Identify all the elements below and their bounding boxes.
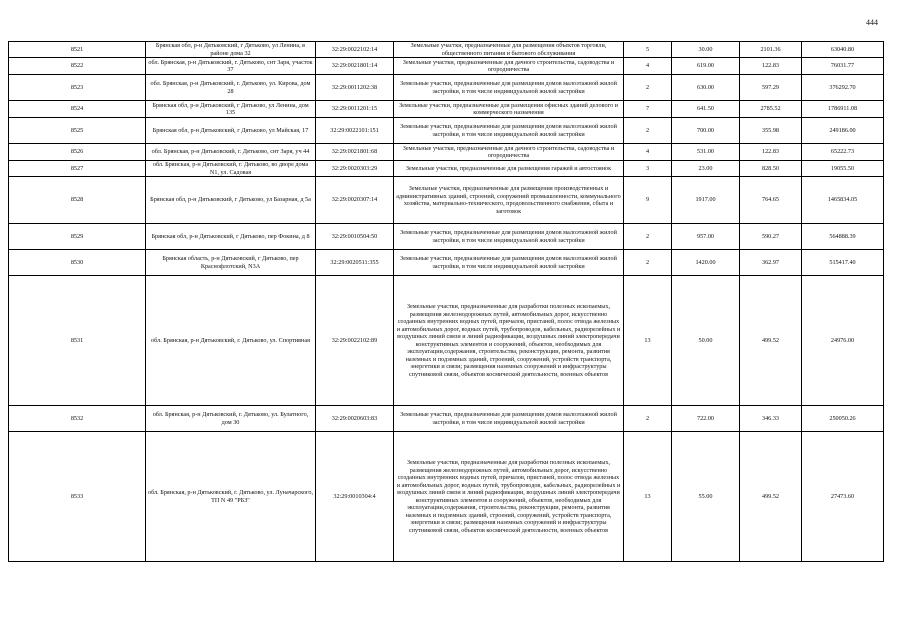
group-cell: 2: [624, 224, 672, 250]
cadastral-value-cell: 19055.50: [802, 161, 884, 177]
cadastral-number-cell: 32:29:0020307:14: [316, 177, 394, 224]
group-cell: 2: [624, 406, 672, 432]
table-row: [9, 144, 884, 161]
rate-cell: 2101.36: [740, 42, 802, 58]
area-cell: 641.50: [672, 101, 740, 118]
cadastral-value-cell: 76031.77: [802, 58, 884, 75]
land-use-cell: Земельные участки, предназначенные для размещения домов малоэтажной жилой застройки, в том числе индивидуальной жилой застройки: [394, 75, 624, 101]
cadastral-value-cell: 27473.60: [802, 432, 884, 562]
rate-cell: 122.83: [740, 144, 802, 161]
cadastral-value-cell: 63040.80: [802, 42, 884, 58]
group-cell: 4: [624, 58, 672, 75]
cadastral-number-cell: 32:29:0021801:14: [316, 58, 394, 75]
group-cell: 2: [624, 118, 672, 144]
row-number: 8527: [9, 161, 146, 177]
cadastral-number-cell: 32:29:0022101:151: [316, 118, 394, 144]
group-cell: 13: [624, 276, 672, 406]
land-use-cell: Земельные участки, предназначенные для разработки полезных ископаемых, размещения железнодорожных путей, автомобильных дорог, искусственно созданных внутренних водных путей, причалов, пристаней, полос отвода железных и автомобильных дорог, водных путей, трубопроводов, кабельных, радиорелейных и воздушных линий связи и линий радиофикации, воздушных линий электропередачи конструктивных элементов и сооружений, объектов, необходимых для эксплуатации,содержания, строительства, реконструкции, ремонта, развития наземных и подземных зданий, строений, сооружений, устройств транспорта, энергетики и связи; размещения наземных сооружений и инфраструктуры спутниковой связи, объектов космической деятельности, военных объектов: [394, 276, 624, 406]
cadastral-number-cell: 32:29:0021801:68: [316, 144, 394, 161]
address-cell: обл. Брянская, р-н Дятьковский, г. Дятьково, ул. Спортивная: [146, 276, 316, 406]
rate-cell: 499.52: [740, 432, 802, 562]
cadastral-number-cell: 32:29:0011202:38: [316, 75, 394, 101]
cadastral-value-cell: 1465834.05: [802, 177, 884, 224]
land-use-cell: Земельные участки, предназначенные для разработки полезных ископаемых, размещения железнодорожных путей, автомобильных дорог, искусственно созданных внутренних водных путей, причалов, пристаней, полос отвода железных и автомобильных дорог, водных путей, трубопроводов, кабельных, радиорелейных и воздушных линий связи и линий радиофикации, воздушных линий электропередачи конструктивных элементов и сооружений, объектов, необходимых для эксплуатации,содержания, строительства, реконструкции, ремонта, развития наземных и подземных зданий, строений, сооружений, устройств транспорта, энергетики и связи; размещения наземных сооружений и инфраструктуры спутниковой связи, объектов космической деятельности, военных объектов: [394, 432, 624, 562]
land-use-cell: Земельные участки, предназначенные для размещения домов малоэтажной жилой застройки, в том числе индивидуальной жилой застройки: [394, 224, 624, 250]
page-number: 444: [866, 18, 878, 27]
area-cell: 55.00: [672, 432, 740, 562]
area-cell: 957.00: [672, 224, 740, 250]
area-cell: 630.00: [672, 75, 740, 101]
area-cell: 619.00: [672, 58, 740, 75]
land-use-cell: Земельные участки, предназначенные для размещения домов малоэтажной жилой застройки, в том числе индивидуальной жилой застройки: [394, 250, 624, 276]
land-use-cell: Земельные участки, предназначенные для дачного строительства, садоводства и огородничества: [394, 144, 624, 161]
table-row: [9, 75, 884, 101]
table-row: [9, 58, 884, 75]
cadastral-number-cell: 32:29:0020511:355: [316, 250, 394, 276]
row-number: 8532: [9, 406, 146, 432]
rate-cell: 346.33: [740, 406, 802, 432]
cadastral-number-cell: 32:29:0011201:15: [316, 101, 394, 118]
address-cell: Брянская обл, р-н Дятьковский, г Дятьково, ул Базарная, д 5а: [146, 177, 316, 224]
table-row: [9, 101, 884, 118]
rate-cell: 2785.52: [740, 101, 802, 118]
group-cell: 7: [624, 101, 672, 118]
land-use-cell: Земельные участки, предназначенные для размещения объектов торговли, общественного питания и бытового обслуживания: [394, 42, 624, 58]
group-cell: 3: [624, 161, 672, 177]
cadastral-number-cell: 32:29:0022102:89: [316, 276, 394, 406]
cadastral-value-cell: 376292.70: [802, 75, 884, 101]
table-row: [9, 118, 884, 144]
area-cell: 50.00: [672, 276, 740, 406]
row-number: 8524: [9, 101, 146, 118]
land-use-cell: Земельные участки, предназначенные для размещения домов малоэтажной жилой застройки, в том числе индивидуальной жилой застройки: [394, 406, 624, 432]
group-cell: 4: [624, 144, 672, 161]
address-cell: Брянская обл, р-н Дятьковский, г Дятьково, ул Майская, 17: [146, 118, 316, 144]
area-cell: 23.00: [672, 161, 740, 177]
address-cell: обл. Брянская, р-н Дятьковский, г. Дятьково, во дворе дома N1, ул. Садовая: [146, 161, 316, 177]
rate-cell: 362.97: [740, 250, 802, 276]
row-number: 8521: [9, 42, 146, 58]
cadastral-value-cell: 515417.40: [802, 250, 884, 276]
address-cell: обл. Брянская, р-н Дятьковский, г. Дятьково, снт Заря, участок 37: [146, 58, 316, 75]
rate-cell: 355.98: [740, 118, 802, 144]
area-cell: 1420.00: [672, 250, 740, 276]
address-cell: Брянская обл, р-н Дятьковский, г Дятьково, пер Фокина, д 8: [146, 224, 316, 250]
row-number: 8533: [9, 432, 146, 562]
group-cell: 2: [624, 250, 672, 276]
address-cell: обл. Брянская, р-н Дятьковский, г. Дятьково, ул. Булатного, дом 30: [146, 406, 316, 432]
rate-cell: 499.52: [740, 276, 802, 406]
cadastral-value-cell: 65222.73: [802, 144, 884, 161]
address-cell: Брянская обл, р-н Дятьковский, г Дятьково, ул Ленина, дом 135: [146, 101, 316, 118]
table-row: [9, 224, 884, 250]
cadastral-number-cell: 32:29:0020603:83: [316, 406, 394, 432]
area-cell: 722.00: [672, 406, 740, 432]
land-use-cell: Земельные участки, предназначенные для размещения гаражей и автостоянок: [394, 161, 624, 177]
row-number: 8531: [9, 276, 146, 406]
land-use-cell: Земельные участки, предназначенные для размещения производственных и административных зданий, строений, сооружений промышленности, коммунального хозяйства, материально-технического, продовольственного снабжения, сбыта и заготовок: [394, 177, 624, 224]
table-row: [9, 406, 884, 432]
table-row: [9, 250, 884, 276]
row-number: 8525: [9, 118, 146, 144]
row-number: 8530: [9, 250, 146, 276]
address-cell: обл. Брянская, р-н Дятьковский, г. Дятьково, снт Заря, уч 44: [146, 144, 316, 161]
rate-cell: 122.83: [740, 58, 802, 75]
cadastral-value-cell: 249186.00: [802, 118, 884, 144]
area-cell: 1917.00: [672, 177, 740, 224]
rate-cell: 597.29: [740, 75, 802, 101]
cadastral-number-cell: 32:29:0010504:50: [316, 224, 394, 250]
rate-cell: 764.65: [740, 177, 802, 224]
address-cell: обл. Брянская, р-н Дятьковский, г. Дятьково, ул. Луначарского, ТП N 49 "РБЗ": [146, 432, 316, 562]
area-cell: 700.00: [672, 118, 740, 144]
cadastral-value-cell: 250050.26: [802, 406, 884, 432]
row-number: 8523: [9, 75, 146, 101]
cadastral-value-cell: 1786911.08: [802, 101, 884, 118]
cadastral-value-cell: 564888.39: [802, 224, 884, 250]
row-number: 8529: [9, 224, 146, 250]
row-number: 8528: [9, 177, 146, 224]
table-row: [9, 161, 884, 177]
table-row: [9, 42, 884, 58]
land-use-cell: Земельные участки, предназначенные для размещения домов малоэтажной жилой застройки, в том числе индивидуальной жилой застройки: [394, 118, 624, 144]
cadastral-number-cell: 32:29:0010304:4: [316, 432, 394, 562]
table-row: [9, 276, 884, 406]
cadastral-number-cell: 32:29:0022102:14: [316, 42, 394, 58]
area-cell: 531.00: [672, 144, 740, 161]
address-cell: Брянская область, р-н Дятьковский, г Дятьково, пер Краснофлотский, N3А: [146, 250, 316, 276]
group-cell: 13: [624, 432, 672, 562]
group-cell: 2: [624, 75, 672, 101]
land-use-cell: Земельные участки, предназначенные для размещения офисных зданий делового и коммерческого назначения: [394, 101, 624, 118]
row-number: 8522: [9, 58, 146, 75]
row-number: 8526: [9, 144, 146, 161]
address-cell: обл. Брянская, р-н Дятьковский, г. Дятьково, ул. Кирова, дом 28: [146, 75, 316, 101]
group-cell: 5: [624, 42, 672, 58]
rate-cell: 828.50: [740, 161, 802, 177]
table-row: [9, 432, 884, 562]
address-cell: Брянская обл, р-н Дятьковский, г Дятьково, ул Ленина, в районе дома 32: [146, 42, 316, 58]
table-row: [9, 177, 884, 224]
area-cell: 30.00: [672, 42, 740, 58]
land-registry-table: [8, 41, 884, 562]
cadastral-value-cell: 24976.00: [802, 276, 884, 406]
cadastral-number-cell: 32:29:0020303:29: [316, 161, 394, 177]
rate-cell: 590.27: [740, 224, 802, 250]
group-cell: 9: [624, 177, 672, 224]
land-use-cell: Земельные участки, предназначенные для дачного строительства, садоводства и огородничества: [394, 58, 624, 75]
